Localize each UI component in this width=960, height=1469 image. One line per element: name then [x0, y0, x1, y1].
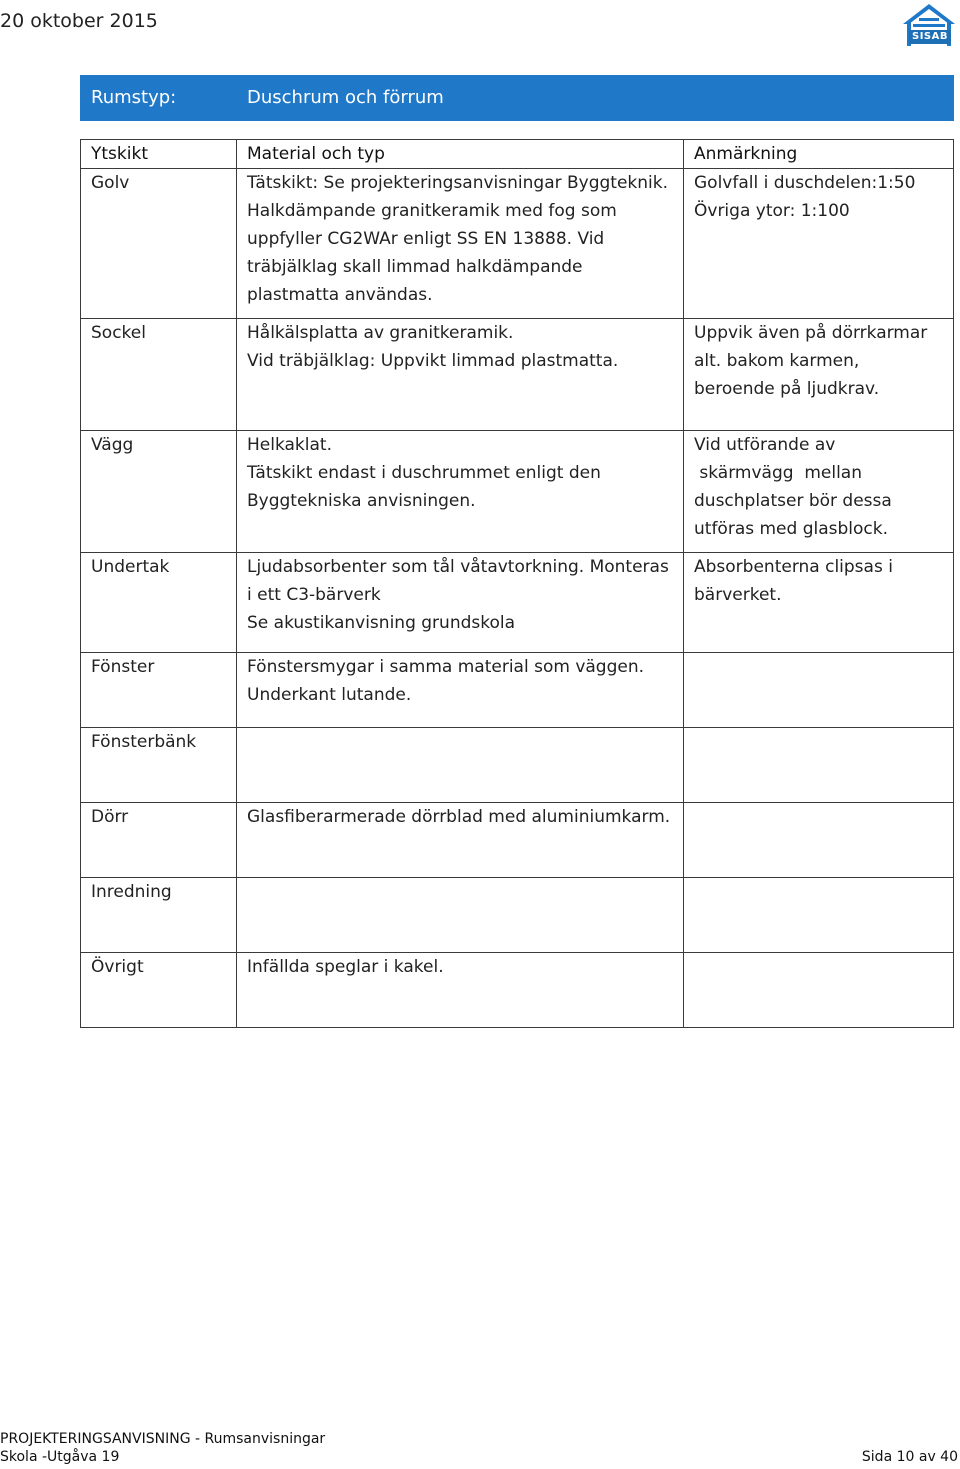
row-label: Vägg: [81, 431, 237, 553]
column-header-row: [81, 140, 954, 169]
table-row: [81, 169, 954, 319]
note-cell: [684, 319, 954, 431]
material-cell: [237, 953, 684, 1028]
material-cell: [237, 653, 684, 728]
room-type-header: [81, 76, 954, 121]
room-type-label: Rumstyp:: [81, 76, 237, 121]
table-row: [81, 803, 954, 878]
row-label: Övrigt: [81, 953, 237, 1028]
note-cell: [684, 169, 954, 319]
room-spec-table: [80, 75, 954, 1028]
note-line: bärverket.: [694, 585, 782, 605]
row-label: Dörr: [81, 803, 237, 878]
note-cell: [684, 878, 954, 953]
note-cell: [684, 728, 954, 803]
material-line: Fönstersmygar i samma material som väggen.: [247, 657, 645, 677]
material-cell: [237, 431, 684, 553]
note-line: Uppvik även på dörrkarmar: [694, 323, 928, 343]
material-line: Underkant lutande.: [247, 685, 412, 705]
column-header-material: Material och typ: [237, 140, 684, 169]
note-cell: [684, 553, 954, 653]
logo-text: SISAB: [909, 30, 951, 44]
row-label: Fönster: [81, 653, 237, 728]
table-row: [81, 553, 954, 653]
row-label: Golv: [81, 169, 237, 319]
note-cell: [684, 803, 954, 878]
table-row: [81, 319, 954, 431]
table-row: [81, 431, 954, 553]
note-line: Övriga ytor: 1:100: [694, 201, 850, 221]
material-cell: [237, 319, 684, 431]
material-line: Ljudabsorbenter som tål våtavtorkning. Monteras: [247, 557, 669, 577]
note-line: Golvfall i duschdelen:1:50: [694, 173, 916, 193]
material-line: Helkaklat.: [247, 435, 332, 455]
row-label: Undertak: [81, 553, 237, 653]
note-line: duschplatser bör dessa: [694, 491, 892, 511]
footer-edition: Skola -Utgåva 19: [0, 1449, 120, 1465]
material-cell: [237, 169, 684, 319]
row-label: Fönsterbänk: [81, 728, 237, 803]
material-line: plastmatta användas.: [247, 285, 433, 305]
material-cell: [237, 728, 684, 803]
material-line: Tätskikt endast i duschrummet enligt den: [247, 463, 601, 483]
material-line: Halkdämpande granitkeramik med fog som: [247, 201, 617, 221]
material-cell: [237, 803, 684, 878]
material-line: Glasfiberarmerade dörrblad med aluminiumkarm.: [247, 807, 671, 827]
note-line: utföras med glasblock.: [694, 519, 889, 539]
note-line: beroende på ljudkrav.: [694, 379, 880, 399]
material-line: Infällda speglar i kakel.: [247, 957, 444, 977]
note-cell: [684, 431, 954, 553]
note-cell: [684, 953, 954, 1028]
note-line: alt. bakom karmen,: [694, 351, 860, 371]
material-line: Vid träbjälklag: Uppvikt limmad plastmatta.: [247, 351, 619, 371]
room-type-value: Duschrum och förrum: [237, 76, 954, 121]
material-line: uppfyller CG2WAr enligt SS EN 13888. Vid: [247, 229, 605, 249]
note-line: Vid utförande av: [694, 435, 836, 455]
document-date: 20 oktober 2015: [0, 10, 158, 32]
material-line: träbjälklag skall limmad halkdämpande: [247, 257, 583, 277]
material-cell: [237, 878, 684, 953]
spacer-row: [81, 121, 954, 140]
note-cell: [684, 653, 954, 728]
table-row: [81, 878, 954, 953]
row-label: Inredning: [81, 878, 237, 953]
material-line: Hålkälsplatta av granitkeramik.: [247, 323, 514, 343]
row-label: Sockel: [81, 319, 237, 431]
material-line: Tätskikt: Se projekteringsanvisningar Byggteknik.: [247, 173, 669, 193]
footer-page-number: Sida 10 av 40: [861, 1449, 958, 1465]
table-row: [81, 653, 954, 728]
sisab-logo: [899, 2, 959, 48]
note-line: Absorbenterna clipsas i: [694, 557, 893, 577]
column-header-anmarkning: Anmärkning: [684, 140, 954, 169]
note-line: skärmvägg mellan: [694, 463, 862, 483]
material-cell: [237, 553, 684, 653]
column-header-ytskikt: Ytskikt: [81, 140, 237, 169]
material-line: i ett C3-bärverk: [247, 585, 381, 605]
material-line: Se akustikanvisning grundskola: [247, 613, 516, 633]
table-row: [81, 953, 954, 1028]
table-row: [81, 728, 954, 803]
footer-document-title: PROJEKTERINGSANVISNING - Rumsanvisningar: [0, 1431, 326, 1447]
material-line: Byggtekniska anvisningen.: [247, 491, 476, 511]
